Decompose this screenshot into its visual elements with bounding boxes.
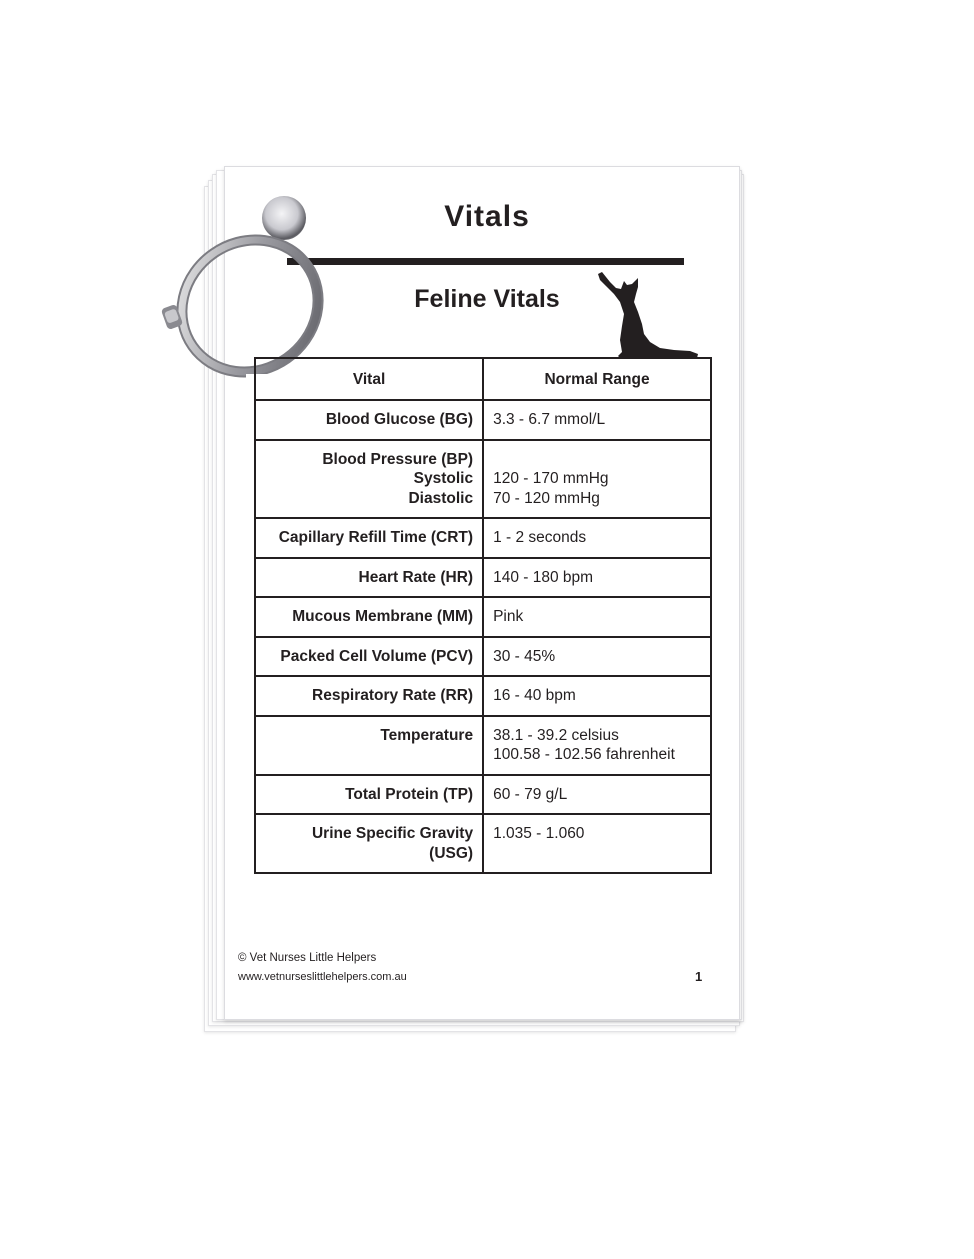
- table-row: [255, 814, 711, 873]
- normal-range: 120 - 170 mmHg 70 - 120 mmHg: [483, 440, 711, 519]
- column-header-vital: Vital: [255, 358, 483, 400]
- normal-range: 1.035 - 1.060: [483, 814, 711, 873]
- normal-range: Pink: [483, 597, 711, 637]
- page-number: 1: [695, 969, 703, 984]
- normal-range: 3.3 - 6.7 mmol/L: [483, 400, 711, 440]
- table-row: [255, 716, 711, 775]
- table-row: [255, 637, 711, 677]
- cat-silhouette-icon: [594, 272, 700, 360]
- table-row: [255, 775, 711, 815]
- vital-name: Heart Rate (HR): [255, 558, 483, 598]
- vital-name: Total Protein (TP): [255, 775, 483, 815]
- table-row: [255, 597, 711, 637]
- table-row: [255, 400, 711, 440]
- normal-range: 38.1 - 39.2 celsius 100.58 - 102.56 fahrenheit: [483, 716, 711, 775]
- normal-range: 30 - 45%: [483, 637, 711, 677]
- website-url: www.vetnurseslittlehelpers.com.au: [238, 971, 407, 983]
- copyright-notice: © Vet Nurses Little Helpers: [238, 952, 377, 964]
- table-row: [255, 440, 711, 519]
- table-row: [255, 676, 711, 716]
- vital-name: Blood Glucose (BG): [255, 400, 483, 440]
- table-row: [255, 518, 711, 558]
- table-row: [255, 558, 711, 598]
- column-header-normal-range: Normal Range: [483, 358, 711, 400]
- vitals-table: [254, 357, 712, 874]
- normal-range: 60 - 79 g/L: [483, 775, 711, 815]
- card-title: Vitals: [444, 200, 530, 233]
- normal-range: 1 - 2 seconds: [483, 518, 711, 558]
- vital-name: Packed Cell Volume (PCV): [255, 637, 483, 677]
- vital-name: Respiratory Rate (RR): [255, 676, 483, 716]
- binder-ring-icon: [150, 186, 330, 386]
- card-subtitle: Feline Vitals: [414, 285, 560, 313]
- vital-name: Temperature: [255, 716, 483, 775]
- vital-name: Blood Pressure (BP) Systolic Diastolic: [255, 440, 483, 519]
- vital-name: Mucous Membrane (MM): [255, 597, 483, 637]
- table-header-row: [255, 358, 711, 400]
- vital-name: Urine Specific Gravity (USG): [255, 814, 483, 873]
- vital-name: Capillary Refill Time (CRT): [255, 518, 483, 558]
- normal-range: 16 - 40 bpm: [483, 676, 711, 716]
- title-divider: [287, 258, 684, 265]
- normal-range: 140 - 180 bpm: [483, 558, 711, 598]
